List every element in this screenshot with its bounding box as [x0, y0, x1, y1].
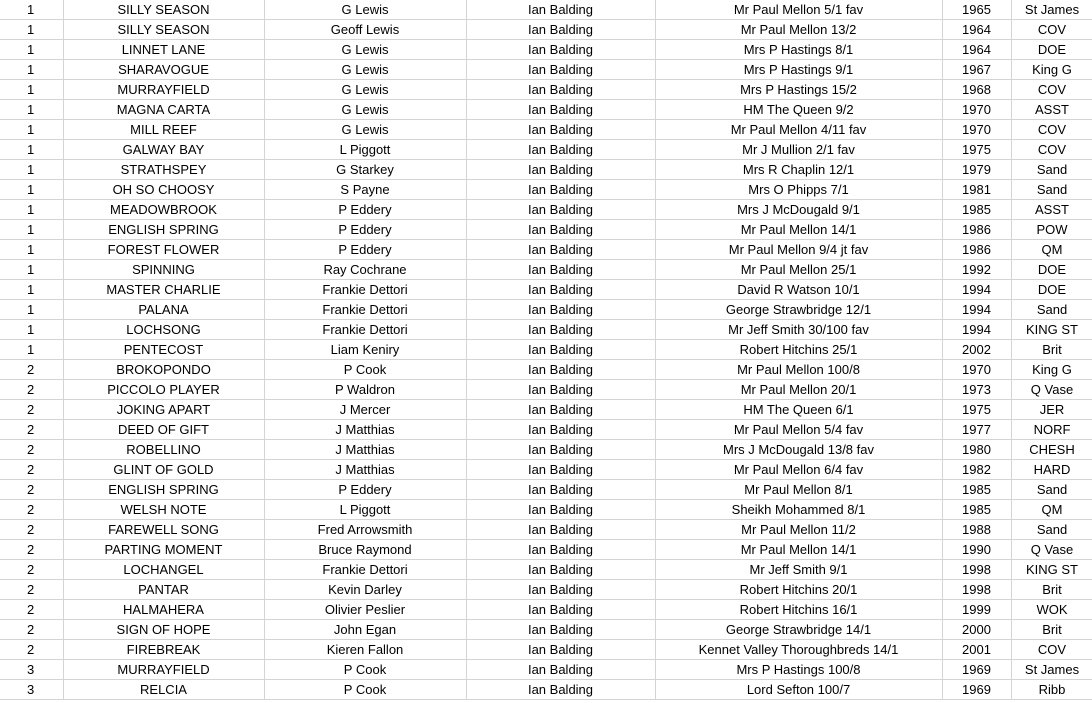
- jockey-cell[interactable]: P Cook: [264, 660, 466, 680]
- position-cell[interactable]: 1: [0, 280, 63, 300]
- race-cell[interactable]: St James: [1011, 0, 1092, 20]
- trainer-cell[interactable]: Ian Balding: [466, 520, 655, 540]
- table-row: [0, 240, 1092, 260]
- jockey-cell[interactable]: P Eddery: [264, 220, 466, 240]
- table-row: [0, 660, 1092, 680]
- year-cell[interactable]: 1969: [942, 660, 1011, 680]
- table-row: [0, 0, 1092, 20]
- position-cell[interactable]: 1: [0, 200, 63, 220]
- owner-odds-cell[interactable]: George Strawbridge 12/1: [655, 300, 942, 320]
- owner-odds-cell[interactable]: David R Watson 10/1: [655, 280, 942, 300]
- trainer-cell[interactable]: Ian Balding: [466, 480, 655, 500]
- year-cell[interactable]: 1986: [942, 220, 1011, 240]
- trainer-cell[interactable]: Ian Balding: [466, 420, 655, 440]
- position-cell[interactable]: 1: [0, 20, 63, 40]
- horse-cell[interactable]: ROBELLINO: [63, 440, 264, 460]
- trainer-cell[interactable]: Ian Balding: [466, 200, 655, 220]
- owner-odds-cell[interactable]: Kennet Valley Thoroughbreds 14/1: [655, 640, 942, 660]
- table-row: [0, 140, 1092, 160]
- position-cell[interactable]: 2: [0, 500, 63, 520]
- horse-cell[interactable]: MILL REEF: [63, 120, 264, 140]
- owner-odds-cell[interactable]: Mr Paul Mellon 14/1: [655, 540, 942, 560]
- year-cell[interactable]: 1975: [942, 400, 1011, 420]
- trainer-cell[interactable]: Ian Balding: [466, 380, 655, 400]
- year-cell[interactable]: 1970: [942, 120, 1011, 140]
- owner-odds-cell[interactable]: Mrs P Hastings 15/2: [655, 80, 942, 100]
- table-row: [0, 200, 1092, 220]
- horse-cell[interactable]: SPINNING: [63, 260, 264, 280]
- year-cell[interactable]: 1990: [942, 540, 1011, 560]
- trainer-cell[interactable]: Ian Balding: [466, 280, 655, 300]
- year-cell[interactable]: 1998: [942, 580, 1011, 600]
- horse-cell[interactable]: LOCHANGEL: [63, 560, 264, 580]
- race-cell[interactable]: Q Vase: [1011, 380, 1092, 400]
- race-cell[interactable]: HARD: [1011, 460, 1092, 480]
- table-row: [0, 340, 1092, 360]
- table-row: [0, 180, 1092, 200]
- year-cell[interactable]: 1981: [942, 180, 1011, 200]
- position-cell[interactable]: 1: [0, 0, 63, 20]
- position-cell[interactable]: 2: [0, 520, 63, 540]
- jockey-cell[interactable]: G Lewis: [264, 80, 466, 100]
- owner-odds-cell[interactable]: Mr Paul Mellon 4/11 fav: [655, 120, 942, 140]
- trainer-cell[interactable]: Ian Balding: [466, 300, 655, 320]
- year-cell[interactable]: 1975: [942, 140, 1011, 160]
- race-cell[interactable]: COV: [1011, 640, 1092, 660]
- table-row: [0, 120, 1092, 140]
- position-cell[interactable]: 1: [0, 340, 63, 360]
- trainer-cell[interactable]: Ian Balding: [466, 260, 655, 280]
- trainer-cell[interactable]: Ian Balding: [466, 0, 655, 20]
- table-row: [0, 100, 1092, 120]
- trainer-cell[interactable]: Ian Balding: [466, 320, 655, 340]
- table-row: [0, 160, 1092, 180]
- race-cell[interactable]: Sand: [1011, 520, 1092, 540]
- race-cell[interactable]: QM: [1011, 240, 1092, 260]
- year-cell[interactable]: 1964: [942, 20, 1011, 40]
- trainer-cell[interactable]: Ian Balding: [466, 180, 655, 200]
- race-cell[interactable]: St James: [1011, 660, 1092, 680]
- trainer-cell[interactable]: Ian Balding: [466, 140, 655, 160]
- owner-odds-cell[interactable]: George Strawbridge 14/1: [655, 620, 942, 640]
- trainer-cell[interactable]: Ian Balding: [466, 560, 655, 580]
- table-row: [0, 580, 1092, 600]
- owner-odds-cell[interactable]: Mr Jeff Smith 9/1: [655, 560, 942, 580]
- year-cell[interactable]: 2000: [942, 620, 1011, 640]
- jockey-cell[interactable]: Geoff Lewis: [264, 20, 466, 40]
- year-cell[interactable]: 1980: [942, 440, 1011, 460]
- owner-odds-cell[interactable]: Robert Hitchins 20/1: [655, 580, 942, 600]
- position-cell[interactable]: 1: [0, 160, 63, 180]
- position-cell[interactable]: 2: [0, 420, 63, 440]
- year-cell[interactable]: 2001: [942, 640, 1011, 660]
- horse-cell[interactable]: FAREWELL SONG: [63, 520, 264, 540]
- year-cell[interactable]: 1988: [942, 520, 1011, 540]
- race-cell[interactable]: Brit: [1011, 620, 1092, 640]
- horse-cell[interactable]: PENTECOST: [63, 340, 264, 360]
- year-cell[interactable]: 1999: [942, 600, 1011, 620]
- race-cell[interactable]: POW: [1011, 220, 1092, 240]
- owner-odds-cell[interactable]: HM The Queen 9/2: [655, 100, 942, 120]
- table-row: [0, 560, 1092, 580]
- owner-odds-cell[interactable]: Mrs R Chaplin 12/1: [655, 160, 942, 180]
- race-cell[interactable]: QM: [1011, 500, 1092, 520]
- race-cell[interactable]: COV: [1011, 120, 1092, 140]
- table-row: [0, 620, 1092, 640]
- jockey-cell[interactable]: Kevin Darley: [264, 580, 466, 600]
- trainer-cell[interactable]: Ian Balding: [466, 460, 655, 480]
- jockey-cell[interactable]: Liam Keniry: [264, 340, 466, 360]
- jockey-cell[interactable]: P Eddery: [264, 200, 466, 220]
- trainer-cell[interactable]: Ian Balding: [466, 360, 655, 380]
- jockey-cell[interactable]: J Matthias: [264, 460, 466, 480]
- position-cell[interactable]: 1: [0, 240, 63, 260]
- position-cell[interactable]: 2: [0, 400, 63, 420]
- owner-odds-cell[interactable]: Mr Paul Mellon 25/1: [655, 260, 942, 280]
- trainer-cell[interactable]: Ian Balding: [466, 540, 655, 560]
- trainer-cell[interactable]: Ian Balding: [466, 240, 655, 260]
- year-cell[interactable]: 1977: [942, 420, 1011, 440]
- race-cell[interactable]: COV: [1011, 20, 1092, 40]
- trainer-cell[interactable]: Ian Balding: [466, 220, 655, 240]
- trainer-cell[interactable]: Ian Balding: [466, 620, 655, 640]
- trainer-cell[interactable]: Ian Balding: [466, 40, 655, 60]
- year-cell[interactable]: 1968: [942, 80, 1011, 100]
- year-cell[interactable]: 1994: [942, 280, 1011, 300]
- owner-odds-cell[interactable]: Robert Hitchins 16/1: [655, 600, 942, 620]
- year-cell[interactable]: 2002: [942, 340, 1011, 360]
- horse-cell[interactable]: MURRAYFIELD: [63, 80, 264, 100]
- race-cell[interactable]: DOE: [1011, 280, 1092, 300]
- owner-odds-cell[interactable]: Mr Paul Mellon 6/4 fav: [655, 460, 942, 480]
- table-row: [0, 520, 1092, 540]
- trainer-cell[interactable]: Ian Balding: [466, 160, 655, 180]
- horse-cell[interactable]: PANTAR: [63, 580, 264, 600]
- trainer-cell[interactable]: Ian Balding: [466, 660, 655, 680]
- year-cell[interactable]: 1992: [942, 260, 1011, 280]
- horse-cell[interactable]: JOKING APART: [63, 400, 264, 420]
- year-cell[interactable]: 1982: [942, 460, 1011, 480]
- horse-cell[interactable]: DEED OF GIFT: [63, 420, 264, 440]
- horse-cell[interactable]: SILLY SEASON: [63, 0, 264, 20]
- race-cell[interactable]: CHESH: [1011, 440, 1092, 460]
- jockey-cell[interactable]: P Waldron: [264, 380, 466, 400]
- trainer-cell[interactable]: Ian Balding: [466, 680, 655, 700]
- owner-odds-cell[interactable]: Mr Jeff Smith 30/100 fav: [655, 320, 942, 340]
- race-cell[interactable]: NORF: [1011, 420, 1092, 440]
- position-cell[interactable]: 3: [0, 680, 63, 700]
- horse-cell[interactable]: LOCHSONG: [63, 320, 264, 340]
- position-cell[interactable]: 2: [0, 460, 63, 480]
- horse-cell[interactable]: SIGN OF HOPE: [63, 620, 264, 640]
- position-cell[interactable]: 2: [0, 580, 63, 600]
- owner-odds-cell[interactable]: Lord Sefton 100/7: [655, 680, 942, 700]
- position-cell[interactable]: 1: [0, 220, 63, 240]
- owner-odds-cell[interactable]: Mrs O Phipps 7/1: [655, 180, 942, 200]
- race-cell[interactable]: COV: [1011, 140, 1092, 160]
- owner-odds-cell[interactable]: Mr Paul Mellon 14/1: [655, 220, 942, 240]
- jockey-cell[interactable]: P Eddery: [264, 480, 466, 500]
- table-row: [0, 380, 1092, 400]
- jockey-cell[interactable]: Ray Cochrane: [264, 260, 466, 280]
- horse-cell[interactable]: ENGLISH SPRING: [63, 220, 264, 240]
- jockey-cell[interactable]: Frankie Dettori: [264, 560, 466, 580]
- trainer-cell[interactable]: Ian Balding: [466, 580, 655, 600]
- owner-odds-cell[interactable]: Robert Hitchins 25/1: [655, 340, 942, 360]
- position-cell[interactable]: 2: [0, 380, 63, 400]
- race-cell[interactable]: WOK: [1011, 600, 1092, 620]
- horse-cell[interactable]: RELCIA: [63, 680, 264, 700]
- jockey-cell[interactable]: Olivier Peslier: [264, 600, 466, 620]
- jockey-cell[interactable]: S Payne: [264, 180, 466, 200]
- position-cell[interactable]: 2: [0, 560, 63, 580]
- race-cell[interactable]: JER: [1011, 400, 1092, 420]
- trainer-cell[interactable]: Ian Balding: [466, 400, 655, 420]
- horse-cell[interactable]: FOREST FLOWER: [63, 240, 264, 260]
- jockey-cell[interactable]: J Mercer: [264, 400, 466, 420]
- jockey-cell[interactable]: Kieren Fallon: [264, 640, 466, 660]
- horse-cell[interactable]: OH SO CHOOSY: [63, 180, 264, 200]
- owner-odds-cell[interactable]: Sheikh Mohammed 8/1: [655, 500, 942, 520]
- year-cell[interactable]: 1970: [942, 360, 1011, 380]
- position-cell[interactable]: 2: [0, 440, 63, 460]
- horse-cell[interactable]: GALWAY BAY: [63, 140, 264, 160]
- owner-odds-cell[interactable]: Mr Paul Mellon 11/2: [655, 520, 942, 540]
- year-cell[interactable]: 1985: [942, 500, 1011, 520]
- jockey-cell[interactable]: G Lewis: [264, 0, 466, 20]
- owner-odds-cell[interactable]: Mr Paul Mellon 5/4 fav: [655, 420, 942, 440]
- position-cell[interactable]: 3: [0, 660, 63, 680]
- race-cell[interactable]: COV: [1011, 80, 1092, 100]
- year-cell[interactable]: 1986: [942, 240, 1011, 260]
- jockey-cell[interactable]: P Eddery: [264, 240, 466, 260]
- position-cell[interactable]: 1: [0, 180, 63, 200]
- position-cell[interactable]: 2: [0, 360, 63, 380]
- year-cell[interactable]: 1985: [942, 480, 1011, 500]
- table-row: [0, 80, 1092, 100]
- year-cell[interactable]: 1994: [942, 320, 1011, 340]
- year-cell[interactable]: 1969: [942, 680, 1011, 700]
- trainer-cell[interactable]: Ian Balding: [466, 20, 655, 40]
- table-row: [0, 460, 1092, 480]
- horse-cell[interactable]: SILLY SEASON: [63, 20, 264, 40]
- horse-cell[interactable]: PALANA: [63, 300, 264, 320]
- jockey-cell[interactable]: Frankie Dettori: [264, 300, 466, 320]
- table-row: [0, 360, 1092, 380]
- table-row: [0, 540, 1092, 560]
- race-cell[interactable]: Sand: [1011, 300, 1092, 320]
- position-cell[interactable]: 1: [0, 140, 63, 160]
- table-row: [0, 260, 1092, 280]
- table-row: [0, 420, 1092, 440]
- year-cell[interactable]: 1994: [942, 300, 1011, 320]
- table-row: [0, 20, 1092, 40]
- owner-odds-cell[interactable]: Mrs P Hastings 8/1: [655, 40, 942, 60]
- race-cell[interactable]: Q Vase: [1011, 540, 1092, 560]
- owner-odds-cell[interactable]: Mr Paul Mellon 8/1: [655, 480, 942, 500]
- horse-cell[interactable]: ENGLISH SPRING: [63, 480, 264, 500]
- owner-odds-cell[interactable]: Mr Paul Mellon 9/4 jt fav: [655, 240, 942, 260]
- table-row: [0, 40, 1092, 60]
- position-cell[interactable]: 1: [0, 120, 63, 140]
- table-row: [0, 680, 1092, 700]
- horse-cell[interactable]: HALMAHERA: [63, 600, 264, 620]
- jockey-cell[interactable]: Frankie Dettori: [264, 320, 466, 340]
- table-row: [0, 500, 1092, 520]
- position-cell[interactable]: 1: [0, 100, 63, 120]
- horse-cell[interactable]: MEADOWBROOK: [63, 200, 264, 220]
- position-cell[interactable]: 1: [0, 80, 63, 100]
- trainer-cell[interactable]: Ian Balding: [466, 80, 655, 100]
- jockey-cell[interactable]: Fred Arrowsmith: [264, 520, 466, 540]
- owner-odds-cell[interactable]: Mrs P Hastings 9/1: [655, 60, 942, 80]
- owner-odds-cell[interactable]: Mrs J McDougald 9/1: [655, 200, 942, 220]
- year-cell[interactable]: 1985: [942, 200, 1011, 220]
- race-cell[interactable]: Sand: [1011, 180, 1092, 200]
- horse-cell[interactable]: LINNET LANE: [63, 40, 264, 60]
- table-row: [0, 440, 1092, 460]
- horse-cell[interactable]: BROKOPONDO: [63, 360, 264, 380]
- trainer-cell[interactable]: Ian Balding: [466, 120, 655, 140]
- jockey-cell[interactable]: G Lewis: [264, 120, 466, 140]
- position-cell[interactable]: 1: [0, 260, 63, 280]
- jockey-cell[interactable]: Frankie Dettori: [264, 280, 466, 300]
- position-cell[interactable]: 2: [0, 600, 63, 620]
- table-row: [0, 220, 1092, 240]
- jockey-cell[interactable]: P Cook: [264, 680, 466, 700]
- year-cell[interactable]: 1964: [942, 40, 1011, 60]
- jockey-cell[interactable]: L Piggott: [264, 500, 466, 520]
- owner-odds-cell[interactable]: Mr Paul Mellon 100/8: [655, 360, 942, 380]
- owner-odds-cell[interactable]: Mrs P Hastings 100/8: [655, 660, 942, 680]
- trainer-cell[interactable]: Ian Balding: [466, 600, 655, 620]
- year-cell[interactable]: 1979: [942, 160, 1011, 180]
- race-cell[interactable]: King G: [1011, 360, 1092, 380]
- jockey-cell[interactable]: G Lewis: [264, 40, 466, 60]
- year-cell[interactable]: 1967: [942, 60, 1011, 80]
- owner-odds-cell[interactable]: Mr J Mullion 2/1 fav: [655, 140, 942, 160]
- owner-odds-cell[interactable]: Mr Paul Mellon 13/2: [655, 20, 942, 40]
- race-cell[interactable]: Brit: [1011, 340, 1092, 360]
- table-row: [0, 400, 1092, 420]
- position-cell[interactable]: 1: [0, 320, 63, 340]
- owner-odds-cell[interactable]: Mr Paul Mellon 5/1 fav: [655, 0, 942, 20]
- horse-cell[interactable]: GLINT OF GOLD: [63, 460, 264, 480]
- horse-cell[interactable]: FIREBREAK: [63, 640, 264, 660]
- race-cell[interactable]: Sand: [1011, 480, 1092, 500]
- position-cell[interactable]: 1: [0, 40, 63, 60]
- race-cell[interactable]: ASST: [1011, 100, 1092, 120]
- position-cell[interactable]: 2: [0, 540, 63, 560]
- trainer-cell[interactable]: Ian Balding: [466, 440, 655, 460]
- trainer-cell[interactable]: Ian Balding: [466, 100, 655, 120]
- table-row: [0, 280, 1092, 300]
- trainer-cell[interactable]: Ian Balding: [466, 340, 655, 360]
- year-cell[interactable]: 1998: [942, 560, 1011, 580]
- race-cell[interactable]: KING ST: [1011, 560, 1092, 580]
- jockey-cell[interactable]: L Piggott: [264, 140, 466, 160]
- jockey-cell[interactable]: G Starkey: [264, 160, 466, 180]
- jockey-cell[interactable]: J Matthias: [264, 420, 466, 440]
- race-cell[interactable]: King G: [1011, 60, 1092, 80]
- race-cell[interactable]: DOE: [1011, 40, 1092, 60]
- jockey-cell[interactable]: G Lewis: [264, 100, 466, 120]
- jockey-cell[interactable]: P Cook: [264, 360, 466, 380]
- horse-cell[interactable]: STRATHSPEY: [63, 160, 264, 180]
- horse-cell[interactable]: PARTING MOMENT: [63, 540, 264, 560]
- year-cell[interactable]: 1965: [942, 0, 1011, 20]
- jockey-cell[interactable]: Bruce Raymond: [264, 540, 466, 560]
- jockey-cell[interactable]: John Egan: [264, 620, 466, 640]
- table-row: [0, 60, 1092, 80]
- position-cell[interactable]: 1: [0, 300, 63, 320]
- horse-cell[interactable]: PICCOLO PLAYER: [63, 380, 264, 400]
- owner-odds-cell[interactable]: HM The Queen 6/1: [655, 400, 942, 420]
- table-row: [0, 480, 1092, 500]
- table-row: [0, 640, 1092, 660]
- position-cell[interactable]: 2: [0, 640, 63, 660]
- table-row: [0, 300, 1092, 320]
- table-row: [0, 600, 1092, 620]
- year-cell[interactable]: 1970: [942, 100, 1011, 120]
- race-cell[interactable]: Sand: [1011, 160, 1092, 180]
- position-cell[interactable]: 1: [0, 60, 63, 80]
- horse-cell[interactable]: MURRAYFIELD: [63, 660, 264, 680]
- race-cell[interactable]: KING ST: [1011, 320, 1092, 340]
- jockey-cell[interactable]: G Lewis: [264, 60, 466, 80]
- owner-odds-cell[interactable]: Mrs J McDougald 13/8 fav: [655, 440, 942, 460]
- horse-cell[interactable]: MASTER CHARLIE: [63, 280, 264, 300]
- jockey-cell[interactable]: J Matthias: [264, 440, 466, 460]
- owner-odds-cell[interactable]: Mr Paul Mellon 20/1: [655, 380, 942, 400]
- horse-cell[interactable]: WELSH NOTE: [63, 500, 264, 520]
- race-cell[interactable]: DOE: [1011, 260, 1092, 280]
- trainer-cell[interactable]: Ian Balding: [466, 500, 655, 520]
- race-cell[interactable]: Ribb: [1011, 680, 1092, 700]
- year-cell[interactable]: 1973: [942, 380, 1011, 400]
- table-row: [0, 320, 1092, 340]
- race-cell[interactable]: ASST: [1011, 200, 1092, 220]
- position-cell[interactable]: 2: [0, 480, 63, 500]
- trainer-cell[interactable]: Ian Balding: [466, 640, 655, 660]
- horse-cell[interactable]: SHARAVOGUE: [63, 60, 264, 80]
- trainer-cell[interactable]: Ian Balding: [466, 60, 655, 80]
- race-cell[interactable]: Brit: [1011, 580, 1092, 600]
- horse-cell[interactable]: MAGNA CARTA: [63, 100, 264, 120]
- position-cell[interactable]: 2: [0, 620, 63, 640]
